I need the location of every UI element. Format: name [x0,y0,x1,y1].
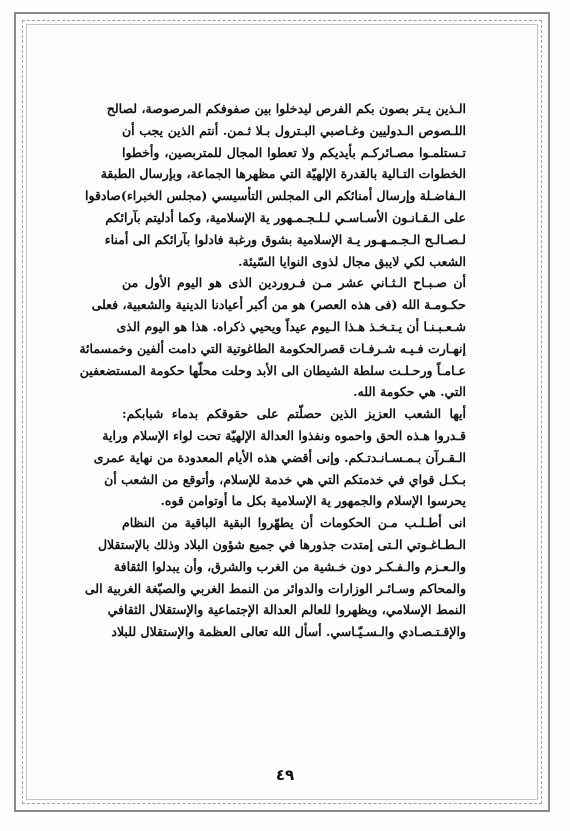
text-line: التي. هي حكومة الله. [353,384,466,400]
text-line: شـعـبـنـا أن يـتـخـذ هـذا الـيوم عيداً ويحيي ذكراه. هذا هو اليوم الذى [116,318,466,334]
body-text [79,98,466,643]
text-line: الـطـاغـوتي الـتى إمتدت جذورها في جميع شؤون البلاد وذلك بالإستقلال [97,536,466,552]
text-line: عـامـاً ورحـلـت سلطة الشيطان الى الأبد وحلت محلّها حكومة المستضعفين [79,362,466,378]
paragraph-4 [84,512,466,643]
text-line: والمحاكم وسـائـر الوزارات والدوائر من النمط الغربي والصبّغة الغربية الى [84,580,466,596]
text-line: أن صـبـاح الـثـاني عشر مـن فـروردين الذى هو اليوم الأول من [122,275,466,291]
text-line: الخطوات التـالية بالقدرة الإلهيّة التي مظهرها الجماعة، وبإرسال الطبقة [100,166,466,182]
text-line: يحرسوا الإسلام والجمهور ية الإسلامية بكل ما أوتوامن قوه. [160,493,466,509]
text-line: الشعب لكي لايبق مجال لذوى النوايا السّيئة. [238,253,466,269]
text-line: والـعـزم والـفـكـر دون خـشية من الغرب والشرق، وأن يبدلوا الثقافة [113,558,466,574]
text-line: النمط الإسلامي، ويظهروا للعالم العدالة الإجتماعية والإستقلال الثقافي [107,602,466,618]
text-line: قـدروا هـذه الحق واحموه ونفذوا العدالة الإلهيّة تحت لواء الإسلام وراية [102,427,466,443]
paragraph-3 [93,403,466,512]
text-line: تـستلمـوا مصـائركـم بأيديكم ولا تعطوا المجال للمتربصين، وأخطوا [122,144,466,160]
paragraph-1 [85,98,466,272]
text-line: انى أطـلـب مـن الحكومات أن يطهّروا البقية الباقية من النظام [122,515,466,531]
page-number: ٤٩ [275,766,295,784]
text-line: الـذين يـتر بصون بكم الفرص ليدخلوا بين صفوفكم المرصوصة، لصالح [106,101,466,116]
paragraph-2 [79,272,466,403]
text-line: لـصـالـح الـجـمـهـور يـة الإسلامية بشوق ورغبة فادلوا بآرائكم الى أمناء [104,231,466,247]
text-line: على الـقـانـون الأسـاسـي لـلـجـمـهور ية الإسلامية، وكما أدليتم بآرائكم [105,209,466,225]
text-line: أيها الشعب العزيز الذين حصلّتم على حقوقكم بدماء شبابكم: [122,406,466,422]
text-line: حكـومـة الله (فى هذه العصر) هو من أكبر أعيادنا الدينية والشعبية، فعلى [91,297,466,313]
text-line: الـفاضـلة وإرسال أمنائكم الى المجلس التأسيسي (مجلس الخبراء)صادقوا [85,188,466,204]
text-line: إنهـارت فـيـه شـرفـات قصرالحكومة الطاغوتية التي دامت ألفين وخمسمائة [79,340,466,356]
text-line: والإقـتـصـادي والـسـيّـاسي. أسأل الله تعالى العظمة والإستقلال للبلاد [111,624,466,640]
text-line: الـقـرآن بـمـسـانـدتـكم. وإنى أقضي هذه الأيام المعدودة من نهاية عمرى [93,449,466,465]
text-line: اللـصوص الـدوليين وغـاصبي البـترول بـلا ثـمن. أنتم الذين يجب أن [122,122,466,138]
text-line: بـكـل قواي في خدمتكم التي هي خدمة للإسلام، وأتوقع من الشعب أن [104,471,466,487]
